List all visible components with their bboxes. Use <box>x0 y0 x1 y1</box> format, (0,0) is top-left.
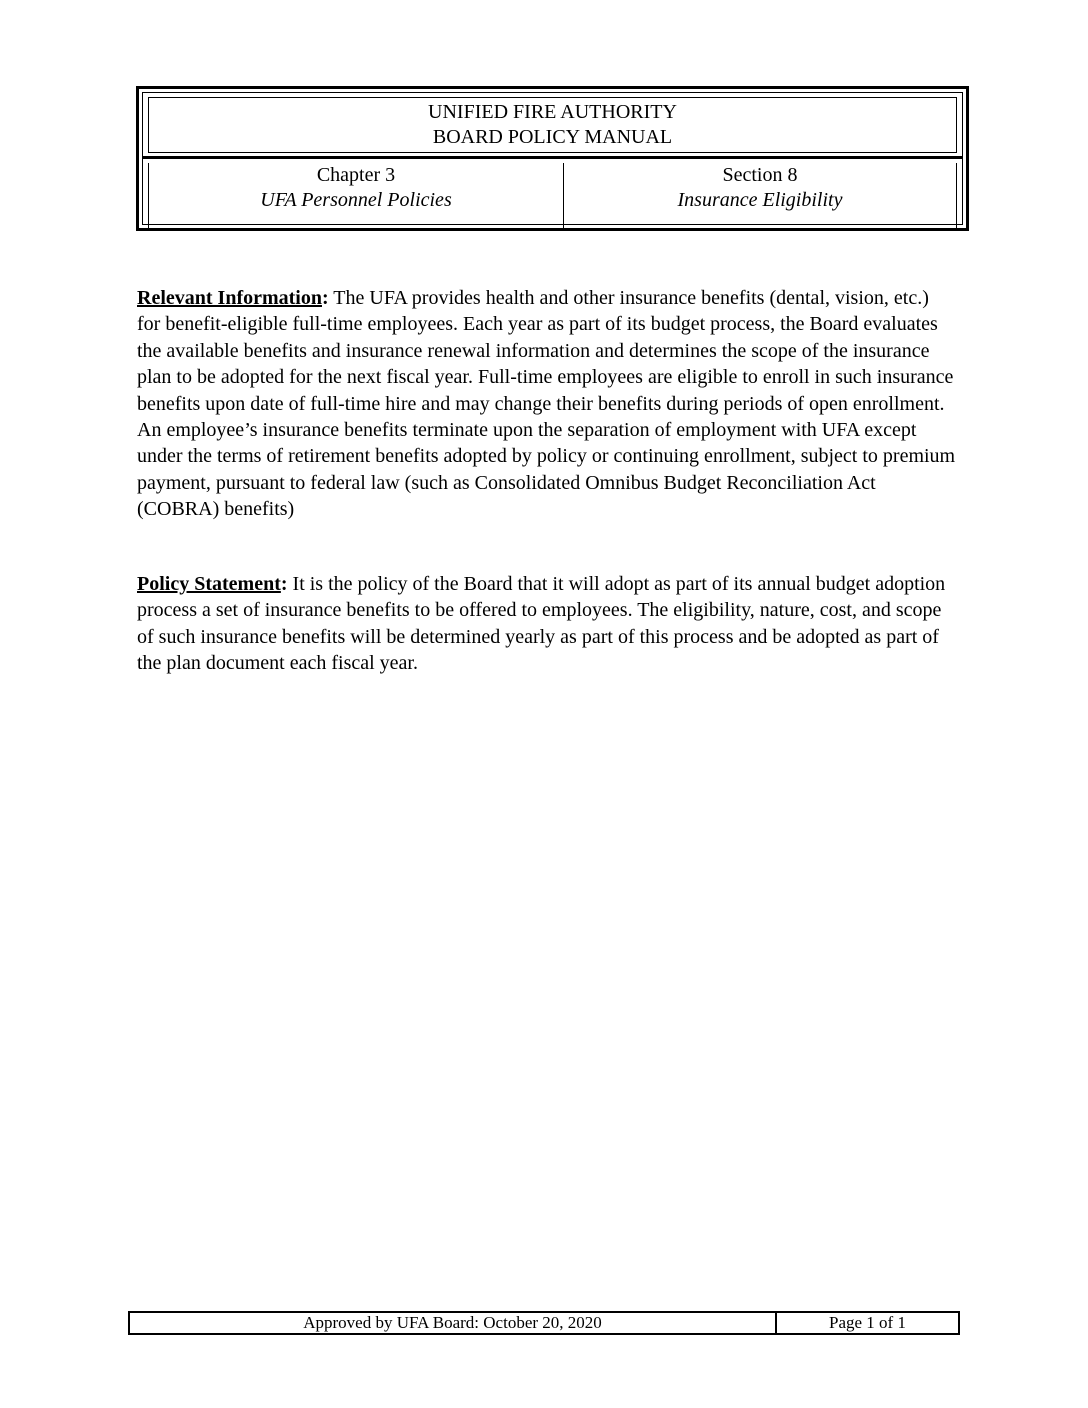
manual-name: BOARD POLICY MANUAL <box>432 126 673 148</box>
header-divider <box>143 156 962 159</box>
header-title-block <box>148 97 957 153</box>
policy-statement-colon: : <box>280 573 288 595</box>
chapter-cell <box>149 163 564 228</box>
section-title: Insurance Eligibility <box>677 189 843 211</box>
chapter-label: Chapter 3 <box>316 164 396 186</box>
chapter-title: UFA Personnel Policies <box>260 189 452 211</box>
relevant-information-colon: : <box>321 287 329 309</box>
header-inner-frame <box>142 92 963 225</box>
header-info-row <box>148 163 957 228</box>
org-name: UNIFIED FIRE AUTHORITY <box>428 101 677 123</box>
page-footer <box>128 1311 960 1335</box>
policy-header-table <box>136 86 969 231</box>
policy-statement-paragraph <box>137 571 957 677</box>
relevant-information-label: Relevant Information <box>137 287 322 309</box>
section-cell <box>564 163 956 228</box>
relevant-information-text: The UFA provides health and other insurance benefits (dental, vision, etc.) for benefit-eligible full-time employees. Each year as part of its budget process, the Board evaluates the available benefits and insurance renewal information and determines the scope of the insurance plan to be adopted for the next fiscal year. Full-time employees are eligible to enroll in such insurance benefits upon date of full-time hire and may change their benefits during periods of open enrollment. An employee’s insurance benefits terminate upon the separation of employment with UFA except under the terms of retirement benefits adopted by policy or continuing enrollment, subject to premium payment, pursuant to federal law (such as Consolidated Omnibus Budget Reconciliation Act (COBRA) benefits) <box>137 287 956 521</box>
approval-date: Approved by UFA Board: October 20, 2020 <box>130 1313 777 1333</box>
policy-statement-label: Policy Statement <box>137 573 281 595</box>
policy-statement-text: It is the policy of the Board that it will adopt as part of its annual budget adoption process a set of insurance benefits to be offered to employees. The eligibility, nature, cost, and scope of such insurance benefits will be determined yearly as part of this process and be adopted as part of the plan document each fiscal year. <box>137 573 946 675</box>
page-number: Page 1 of 1 <box>829 1313 906 1332</box>
relevant-information-paragraph <box>137 285 957 523</box>
section-label: Section 8 <box>722 164 798 186</box>
